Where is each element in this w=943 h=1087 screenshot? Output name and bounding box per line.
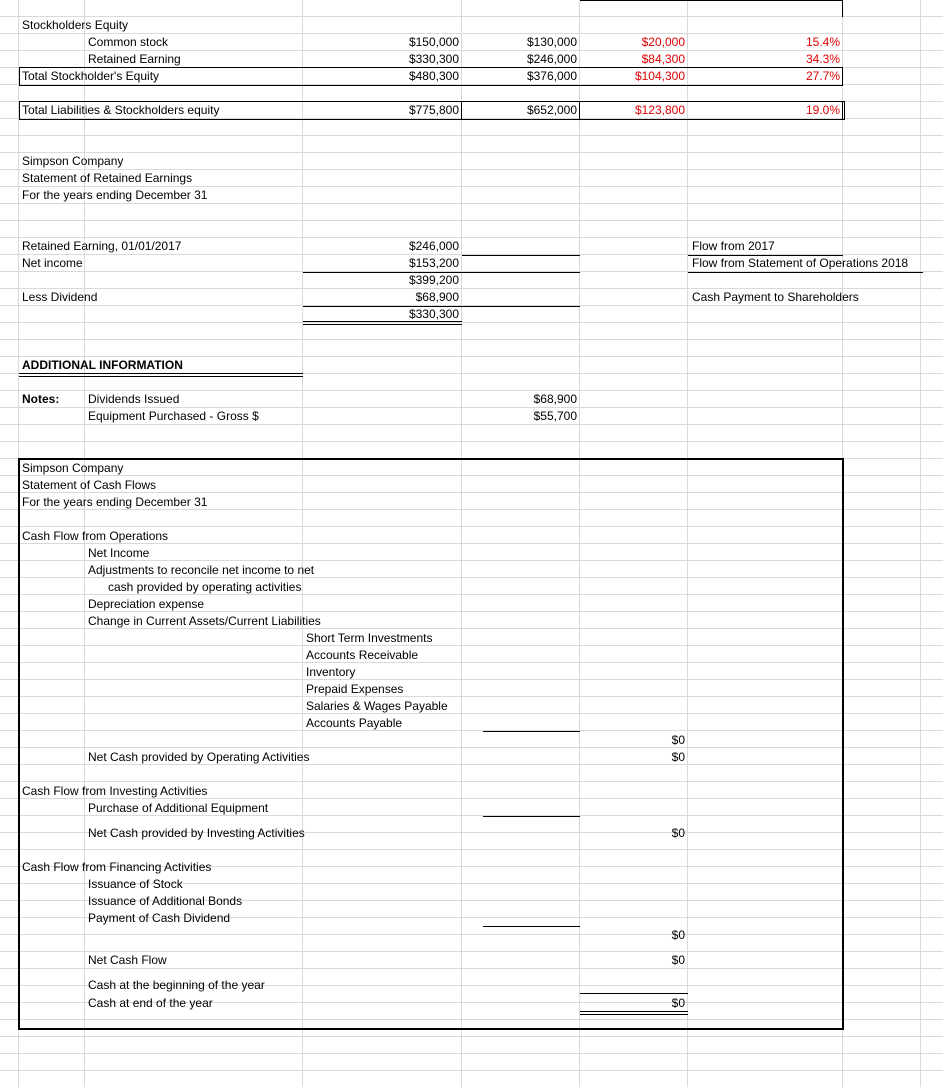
- retained-earning-2017[interactable]: $246,000: [526, 52, 577, 66]
- re-line-2b: [462, 272, 580, 273]
- retained-earning-change[interactable]: $84,300: [641, 52, 685, 66]
- cf-fin-header: Cash Flow from Financing Activities: [22, 860, 212, 874]
- total-equity-2018[interactable]: $480,300: [408, 69, 459, 83]
- cf-period: For the years ending December 31: [22, 495, 208, 509]
- total-liab-pct[interactable]: 19.0%: [805, 103, 840, 117]
- total-liab-sep-1: [461, 101, 462, 120]
- cf-end-double-underline: [580, 1011, 688, 1015]
- re-net-income-note: Flow from Statement of Operations 2018: [692, 256, 909, 270]
- re-period: For the years ending December 31: [22, 188, 208, 202]
- re-net-income-value[interactable]: $153,200: [408, 256, 459, 270]
- dividends-issued-label: Dividends Issued: [88, 392, 180, 406]
- common-stock-label: Common stock: [88, 35, 169, 49]
- cf-net-flow-label: Net Cash Flow: [88, 953, 167, 967]
- cf-net-income: Net Income: [88, 546, 150, 560]
- cf-ops-line: [483, 731, 580, 732]
- notes-label: Notes:: [22, 392, 60, 406]
- re-double-underline: [303, 321, 462, 325]
- re-title: Statement of Retained Earnings: [22, 171, 193, 185]
- total-equity-label: Total Stockholder's Equity: [22, 69, 160, 83]
- cf-fin-dividend: Payment of Cash Dividend: [88, 911, 231, 925]
- total-liab-2017[interactable]: $652,000: [526, 103, 577, 117]
- total-liab-sep-2: [579, 101, 580, 120]
- retained-earning-pct[interactable]: 34.3%: [805, 52, 840, 66]
- stockholders-equity-label: Stockholders Equity: [22, 18, 129, 32]
- cf-item: Accounts Receivable: [306, 648, 419, 662]
- cf-end-line: [580, 993, 688, 994]
- cf-cash-end-label: Cash at end of the year: [88, 996, 213, 1010]
- re-beginning-label: Retained Earning, 01/01/2017: [22, 239, 182, 253]
- equipment-purchased-label: Equipment Purchased - Gross $: [88, 409, 259, 423]
- dividends-issued-value[interactable]: $68,900: [533, 392, 577, 406]
- cf-company: Simpson Company: [22, 461, 124, 475]
- total-equity-change[interactable]: $104,300: [634, 69, 685, 83]
- additional-info-header: ADDITIONAL INFORMATION: [22, 358, 183, 372]
- cf-inv-net-label: Net Cash provided by Investing Activities: [88, 826, 305, 840]
- cf-fin-bonds: Issuance of Additional Bonds: [88, 894, 243, 908]
- cf-inv-line: [483, 816, 580, 817]
- cf-item: Prepaid Expenses: [306, 682, 404, 696]
- total-liab-sep-3: [842, 101, 843, 120]
- re-subtotal[interactable]: $399,200: [408, 273, 459, 287]
- common-stock-2017[interactable]: $130,000: [526, 35, 577, 49]
- cf-fin-net[interactable]: $0: [671, 928, 685, 942]
- cf-adjust-2: cash provided by operating activities: [108, 580, 302, 594]
- re-dividend-note: Cash Payment to Shareholders: [692, 290, 859, 304]
- re-line-3: [462, 306, 580, 307]
- total-liab-label: Total Liabilities & Stockholders equity: [22, 103, 220, 117]
- total-liab-2018[interactable]: $775,800: [408, 103, 459, 117]
- cf-inv-purchase: Purchase of Additional Equipment: [88, 801, 269, 815]
- re-company: Simpson Company: [22, 154, 124, 168]
- equipment-purchased-value[interactable]: $55,700: [533, 409, 577, 423]
- re-ending[interactable]: $330,300: [408, 307, 459, 321]
- cf-ops-subtotal[interactable]: $0: [671, 733, 685, 747]
- cf-ops-net[interactable]: $0: [671, 750, 685, 764]
- cf-depreciation: Depreciation expense: [88, 597, 205, 611]
- cf-change-ca-cl: Change in Current Assets/Current Liabilities: [88, 614, 321, 628]
- cf-cash-end[interactable]: $0: [671, 996, 685, 1010]
- re-line-1: [462, 255, 580, 256]
- re-dividend-value[interactable]: $68,900: [415, 290, 459, 304]
- common-stock-change[interactable]: $20,000: [641, 35, 685, 49]
- additional-double-underline: [19, 373, 303, 377]
- top-border: [580, 0, 843, 1]
- cf-item: Short Term Investments: [306, 631, 433, 645]
- cf-cash-begin: Cash at the beginning of the year: [88, 978, 265, 992]
- total-liab-change[interactable]: $123,800: [634, 103, 685, 117]
- cf-fin-line: [483, 926, 580, 927]
- re-net-income-label: Net income: [22, 256, 83, 270]
- cf-inv-net[interactable]: $0: [671, 826, 685, 840]
- cf-item: Salaries & Wages Payable: [306, 699, 448, 713]
- re-beginning-note: Flow from 2017: [692, 239, 775, 253]
- cf-ops-net-label: Net Cash provided by Operating Activities: [88, 750, 310, 764]
- cf-item: Accounts Payable: [306, 716, 403, 730]
- re-beginning-value[interactable]: $246,000: [408, 239, 459, 253]
- cf-inv-header: Cash Flow from Investing Activities: [22, 784, 208, 798]
- common-stock-2018[interactable]: $150,000: [408, 35, 459, 49]
- retained-earning-2018[interactable]: $330,300: [408, 52, 459, 66]
- cf-title: Statement of Cash Flows: [22, 478, 157, 492]
- cf-fin-stock: Issuance of Stock: [88, 877, 183, 891]
- total-equity-2017[interactable]: $376,000: [526, 69, 577, 83]
- cf-item: Inventory: [306, 665, 356, 679]
- cf-ops-header: Cash Flow from Operations: [22, 529, 169, 543]
- cf-adjust-1: Adjustments to reconcile net income to net: [88, 563, 315, 577]
- total-equity-pct[interactable]: 27.7%: [805, 69, 840, 83]
- common-stock-pct[interactable]: 15.4%: [805, 35, 840, 49]
- top-border-right: [842, 0, 843, 17]
- re-dividend-label: Less Dividend: [22, 290, 98, 304]
- retained-earning-label: Retained Earning: [88, 52, 181, 66]
- cf-net-flow[interactable]: $0: [671, 953, 685, 967]
- re-note-line-2: [688, 272, 923, 273]
